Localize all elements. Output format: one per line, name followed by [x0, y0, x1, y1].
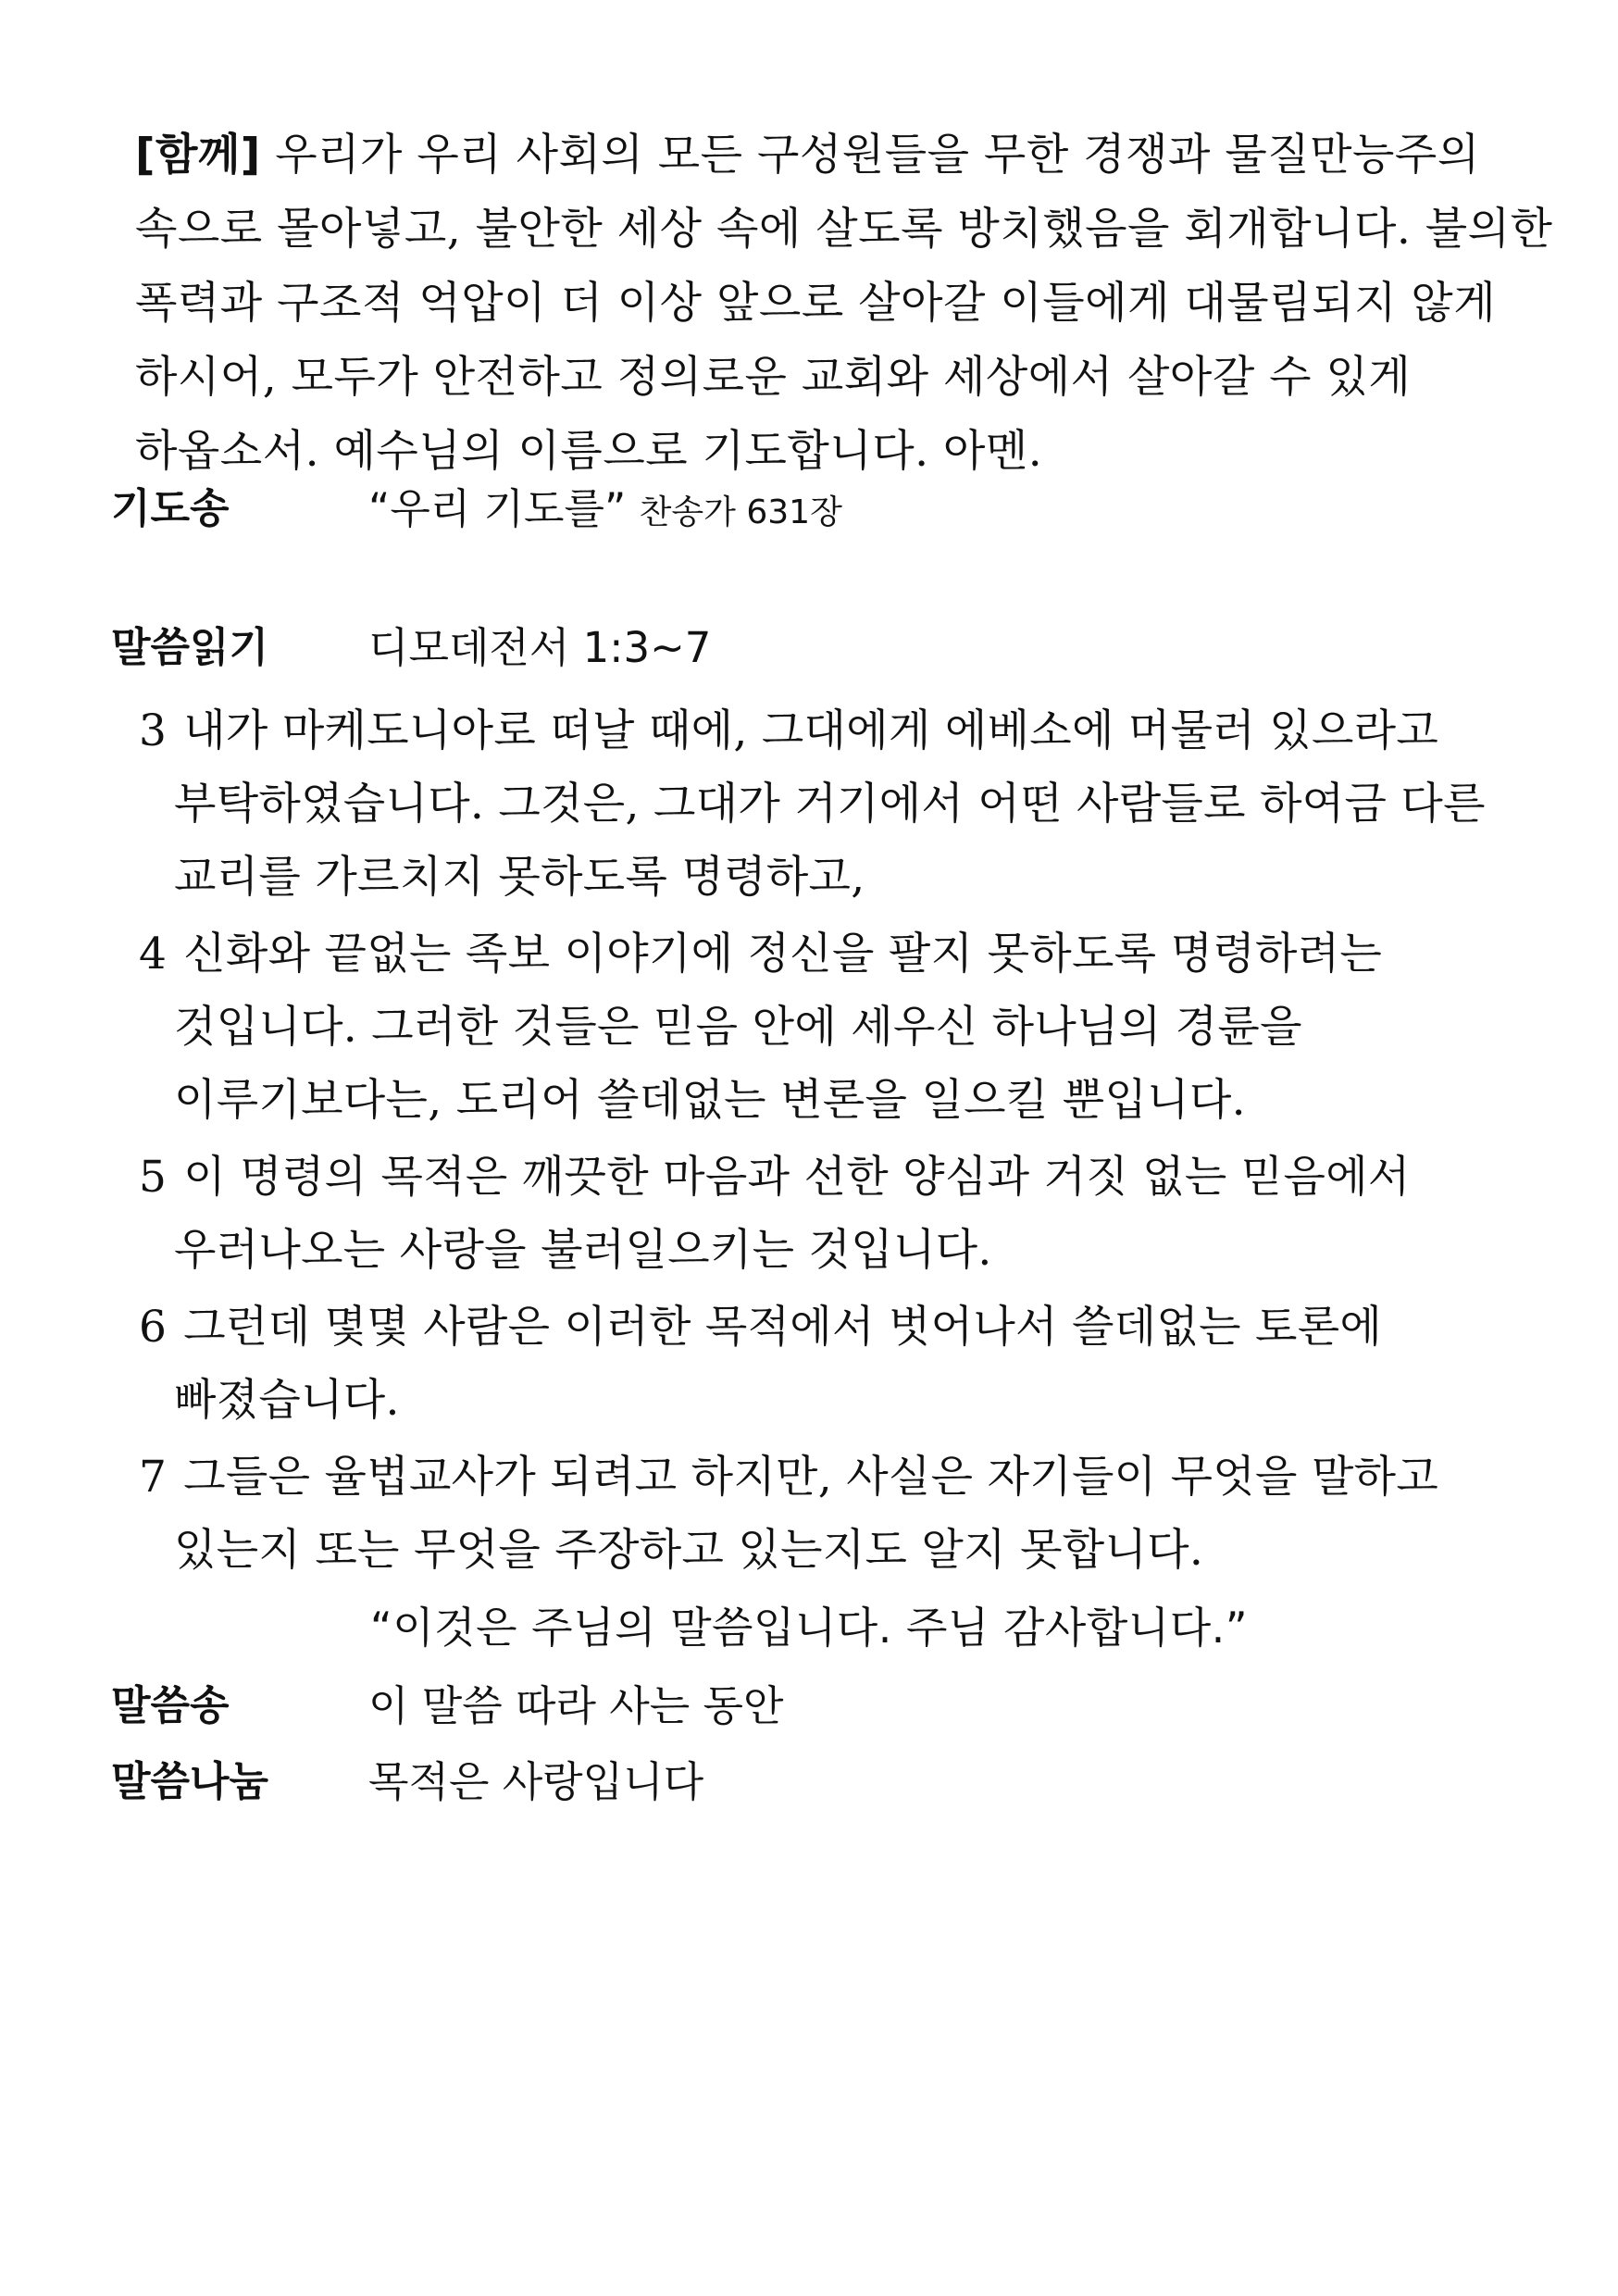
prayer-song-label: 기도송	[111, 485, 230, 532]
verse	[139, 694, 1509, 914]
prayer-text: 우리가 우리 사회의 모든 구성원들을 무한 경쟁과 물질만능주의	[260, 130, 1480, 181]
prayer-line: 폭력과 구조적 억압이 더 이상 앞으로 살아갈 이들에게 대물림되지 않게	[135, 278, 1497, 329]
verse-line: 우러나오는 사랑을 불러일으키는 것입니다.	[174, 1225, 992, 1276]
confession-prayer	[135, 119, 1553, 489]
verse-line	[139, 1291, 1509, 1364]
verse	[139, 1141, 1509, 1287]
verse-line	[139, 1141, 1509, 1214]
verse-line	[139, 917, 1509, 991]
prayer-tag: [함께]	[135, 130, 261, 181]
verse-text: 그들은 율법교사가 되려고 하지만, 사실은 자기들이 무엇을 말하고	[183, 1452, 1439, 1503]
reading-label: 말씀읽기	[111, 624, 269, 671]
prayer-line: 속으로 몰아넣고, 불안한 세상 속에 살도록 방치했음을 회개합니다. 불의한	[135, 204, 1553, 255]
verse-number: 3	[139, 705, 168, 756]
verse-line: 있는지 또는 무엇을 주장하고 있는지도 알지 못합니다.	[174, 1525, 1204, 1576]
verse-number: 4	[139, 929, 168, 980]
hymn-number: 찬송가 631장	[639, 493, 842, 531]
prayer-line	[135, 119, 1505, 193]
reading-closing-response: “이것은 주님의 말씀입니다. 주님 감사합니다.”	[369, 1603, 1249, 1653]
prayer-song-title: “우리 기도를”	[368, 484, 627, 533]
verse	[139, 917, 1509, 1137]
word-song-title: 이 말씀 따라 사는 동안	[368, 1681, 784, 1730]
verse-line: 것입니다. 그러한 것들은 믿음 안에 세우신 하나님의 경륜을	[174, 1002, 1302, 1053]
verse-number: 6	[139, 1302, 168, 1353]
sermon-title: 목적은 사랑입니다	[368, 1757, 704, 1806]
verse-number: 5	[139, 1152, 168, 1203]
verse-text: 그런데 몇몇 사람은 이러한 목적에서 벗어나서 쓸데없는 토론에	[183, 1302, 1383, 1353]
verse	[139, 1291, 1509, 1437]
prayer-line: 하시어, 모두가 안전하고 정의로운 교회와 세상에서 살아갈 수 있게	[135, 352, 1412, 403]
verse-line: 부탁하였습니다. 그것은, 그대가 거기에서 어떤 사람들로 하여금 다른	[174, 779, 1486, 830]
verse-line: 빠졌습니다.	[174, 1375, 400, 1426]
scripture-passage	[139, 694, 1509, 1591]
sermon-label: 말씀나눔	[111, 1758, 269, 1805]
reading-reference: 디모데전서 1:3~7	[368, 623, 712, 672]
verse-line: 교리를 가르치지 못하도록 명령하고,	[174, 852, 865, 903]
verse-text: 이 명령의 목적은 깨끗한 마음과 선한 양심과 거짓 없는 믿음에서	[183, 1152, 1411, 1203]
verse-line	[139, 694, 1509, 767]
prayer-song-content	[368, 477, 842, 545]
verse-number: 7	[139, 1452, 168, 1503]
verse-text: 내가 마케도니아로 떠날 때에, 그대에게 에베소에 머물러 있으라고	[183, 705, 1439, 756]
verse-text: 신화와 끝없는 족보 이야기에 정신을 팔지 못하도록 명령하려는	[183, 929, 1383, 980]
verse	[139, 1441, 1509, 1587]
prayer-line: 하옵소서. 예수님의 이름으로 기도합니다. 아멘.	[135, 426, 1043, 477]
word-song-label: 말씀송	[111, 1682, 230, 1729]
verse-line: 이루기보다는, 도리어 쓸데없는 변론을 일으킬 뿐입니다.	[174, 1075, 1246, 1126]
verse-line	[139, 1441, 1509, 1514]
